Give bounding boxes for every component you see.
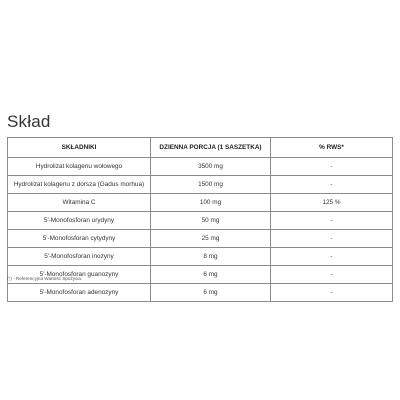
ingredient-name: Hydrolizat kolagenu wołowego xyxy=(8,158,151,176)
table-header-row xyxy=(8,138,393,158)
ingredient-rws: - xyxy=(271,230,393,248)
ingredient-rws: - xyxy=(271,158,393,176)
ingredient-amount: 1500 mg xyxy=(151,176,271,194)
footnote: (*) - Referencyjna Wartość Spożycia. xyxy=(7,276,83,281)
ingredient-amount: 100 mg xyxy=(151,194,271,212)
ingredient-amount: 50 mg xyxy=(151,212,271,230)
header-rws: % RWS* xyxy=(271,138,393,158)
table-row xyxy=(8,284,393,302)
ingredient-amount: 6 mg xyxy=(151,266,271,284)
ingredient-amount: 25 mg xyxy=(151,230,271,248)
table-row xyxy=(8,176,393,194)
header-ingredients: SKŁADNIKI xyxy=(8,138,151,158)
table-row xyxy=(8,194,393,212)
ingredient-amount: 6 mg xyxy=(151,284,271,302)
ingredient-name: Witamina C xyxy=(8,194,151,212)
ingredient-rws: - xyxy=(271,212,393,230)
table-row xyxy=(8,158,393,176)
ingredient-amount: 3500 mg xyxy=(151,158,271,176)
ingredient-amount: 8 mg xyxy=(151,248,271,266)
ingredient-rws: - xyxy=(271,266,393,284)
ingredient-rws: - xyxy=(271,176,393,194)
ingredient-rws: 125 % xyxy=(271,194,393,212)
header-daily-portion: DZIENNA PORCJA (1 SASZETKA) xyxy=(151,138,271,158)
ingredient-name: 5'-Monofosforan cytydyny xyxy=(8,230,151,248)
ingredient-name: 5'-Monofosforan guanozyny xyxy=(8,266,151,284)
table-row xyxy=(8,230,393,248)
ingredient-rws: - xyxy=(271,248,393,266)
table-row xyxy=(8,212,393,230)
ingredient-rws: - xyxy=(271,284,393,302)
section-title: Skład xyxy=(7,112,51,131)
ingredient-name: 5'-Monofosforan inozyny xyxy=(8,248,151,266)
ingredient-name: 5'-Monofosforan urydyny xyxy=(8,212,151,230)
table-row xyxy=(8,248,393,266)
ingredient-name: Hydrolizat kolagenu z dorsza (Gadus morhua) xyxy=(8,176,151,194)
ingredient-name: 5'-Monofosforan adenozyny xyxy=(8,284,151,302)
